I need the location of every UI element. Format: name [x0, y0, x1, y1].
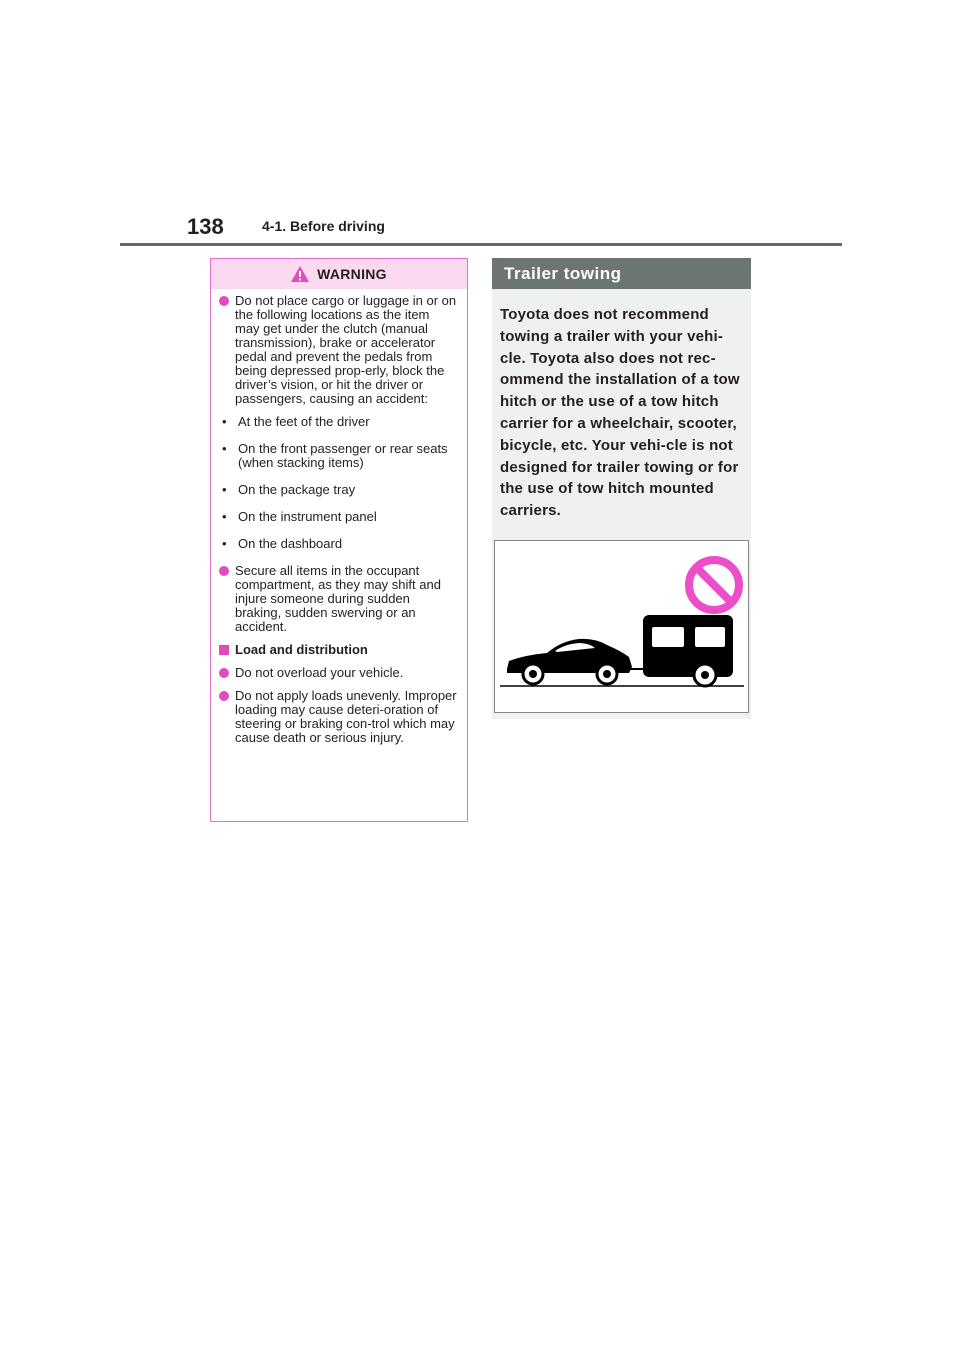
bullet-circle-icon	[219, 566, 229, 576]
warning-title: WARNING	[317, 266, 387, 282]
section-title: 4-1. Before driving	[262, 218, 385, 234]
warning-triangle-icon	[291, 266, 309, 282]
header-divider	[120, 243, 842, 246]
list-item: Do not apply loads unevenly. Improper loading may cause deteri-oration of steering or braking con-trol which may cause death or serious injury.	[219, 689, 457, 745]
trailer-body: Toyota does not recommend towing a trailer with your vehi-cle. Toyota also does not rec-ommend the installation of a tow hitch or the use of a tow hitch carrier for a wheelchair, scooter, bicycle, etc. Your vehi-cle is not designed for trailer towing or for the use of tow hitch mounted carriers.	[500, 306, 740, 520]
list-item: Do not place cargo or luggage in or on the following locations as the item may get under the clutch (manual transmission), brake or accelerator pedal and prevent the pedals from being depressed prop-erly, block the driver’s vision, or hit the driver or passengers, causing an accident:	[219, 294, 457, 406]
car-trailer-drawing	[495, 541, 748, 712]
bullet-circle-icon	[219, 691, 229, 701]
bullet-circle-icon	[219, 668, 229, 678]
bullet-dot-icon: •	[222, 482, 227, 497]
trailer-heading: Trailer towing	[492, 258, 751, 289]
bullet-circle-icon	[219, 296, 229, 306]
list-item: • On the dashboard	[222, 536, 343, 551]
subheading: Load and distribution	[219, 643, 457, 657]
prohibition-icon	[689, 560, 739, 610]
warning-box	[210, 258, 468, 822]
page-header	[0, 0, 960, 250]
bullet-dot-icon: •	[222, 509, 227, 524]
list-item: Secure all items in the occupant compartment, as they may shift and injure someone during sudden braking, sudden swerving or an accident.	[219, 564, 457, 634]
list-item: • At the feet of the driver	[222, 414, 370, 429]
list-item: • On the package tray	[222, 482, 356, 497]
warning-header	[211, 259, 467, 289]
list-item: • On the front passenger or rear seats (when stacking items)	[222, 441, 448, 470]
bullet-square-icon	[219, 645, 229, 655]
list-item: Do not overload your vehicle.	[219, 666, 457, 680]
bullet-dot-icon: •	[222, 441, 227, 456]
list-item: • On the instrument panel	[222, 509, 377, 524]
bullet-dot-icon: •	[222, 414, 227, 429]
trailer-illustration	[494, 540, 749, 713]
bullet-dot-icon: •	[222, 536, 227, 551]
page-number: 138	[187, 214, 224, 239]
